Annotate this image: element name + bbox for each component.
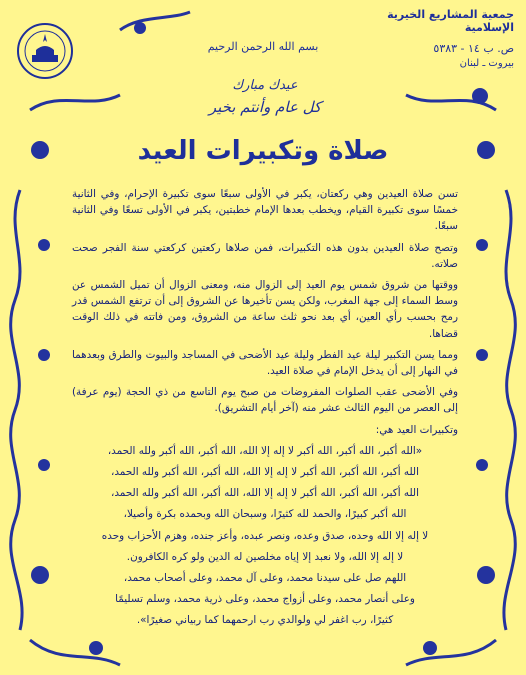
takbir-line: اللهم صل على سيدنا محمد، وعلى آل محمد، وعلى أصحاب محمد، xyxy=(123,572,407,585)
greeting-line-1: عيدك مبارك xyxy=(232,78,298,93)
takbir-heading: وتكبيرات العيد هي: xyxy=(375,423,458,436)
organization-name: جمعية المشاريع الخيرية الإسلامية xyxy=(387,8,514,34)
organization-header xyxy=(354,8,514,69)
paragraph: وفي الأضحى عقب الصلوات المفروضات من صبح يوم التاسع من ذي الحجة (يوم عرفة) إلى العصر من اليوم الثالث عشر منه (آخر أيام التشريق). xyxy=(72,386,458,415)
greeting-line-2: كل عام وأنتم بخير xyxy=(208,98,322,116)
city: بيروت ـ لبنان xyxy=(459,58,514,69)
takbir-line: لا إله إلا الله، ولا نعبد إلا إياه مخلصين له الدين ولو كره الكافرون. xyxy=(126,550,404,563)
basmala: بسم الله الرحمن الرحيم xyxy=(207,40,319,53)
document-body xyxy=(72,186,458,634)
takbir-line: كثيرًا، رب اغفر لي ولوالدي رب ارحمهما كما ربياني صغيرًا». xyxy=(136,614,394,627)
takbir-line: «الله أكبر، الله أكبر، الله أكبر لا إله إلا الله، الله أكبر، الله أكبر ولله الحمد، xyxy=(107,444,423,457)
takbir-line: وعلى أنصار محمد، وعلى أزواج محمد، وعلى ذرية محمد، وسلم تسليمًا xyxy=(115,593,415,606)
paragraph: ومما يسن التكبير ليلة عيد الفطر وليلة عيد الأضحى في المساجد والبيوت والطرق وبعدهما في النهار إلى أن يدخل الإمام في صلاة العيد. xyxy=(72,348,458,378)
takbir-line: الله أكبر كبيرًا، والحمد لله كثيرًا، وسبحان الله وبحمده بكرة وأصيلا، xyxy=(123,508,407,521)
takbir-line: لا إله إلا الله وحده، صدق وعده، ونصر عبده، وأعز جنده، وهزم الأحزاب وحده xyxy=(101,529,429,542)
paragraph: ووقتها من شروق شمس يوم العيد إلى الزوال منه، ومعنى الزوال أن تميل الشمس عن وسط السماء إلى جهة المغرب، ولكن يسن تأخيرها عن الشروق إلى أن ترتفع الشمس قدر رمح بحسب رأي العين، أي بعد نحو ثلث ساعة من الشروق، ومن فاتته في ذلك الوقت قضاها. xyxy=(72,279,458,340)
po-box: ص. ب ١٤ - ٥٣٨٣ xyxy=(433,42,514,55)
takbir-line: الله أكبر، الله أكبر، الله أكبر لا إله إلا الله، الله أكبر، الله أكبر ولله الحمد، xyxy=(111,466,419,479)
paragraph: تسن صلاة العيدين وهي ركعتان، يكبر في الأولى سبعًا سوى تكبيرة الإحرام، وفي الثانية خمسًا سوى تكبيرة القيام، ويخطب بعدها الإمام خطبتين، يكبر في الأولى تسعًا وفي الثانية سبعًا. xyxy=(72,188,458,233)
paragraph: وتصح صلاة العيدين بدون هذه التكبيرات، فمن صلاها ركعتين كركعتي سنة الفجر صحت صلاته. xyxy=(72,241,458,270)
page-title: صلاة وتكبيرات العيد xyxy=(137,136,389,166)
organization-logo xyxy=(16,22,74,80)
takbir-line: الله أكبر، الله أكبر، الله أكبر لا إله إلا الله، الله أكبر، الله أكبر ولله الحمد، xyxy=(111,487,419,500)
